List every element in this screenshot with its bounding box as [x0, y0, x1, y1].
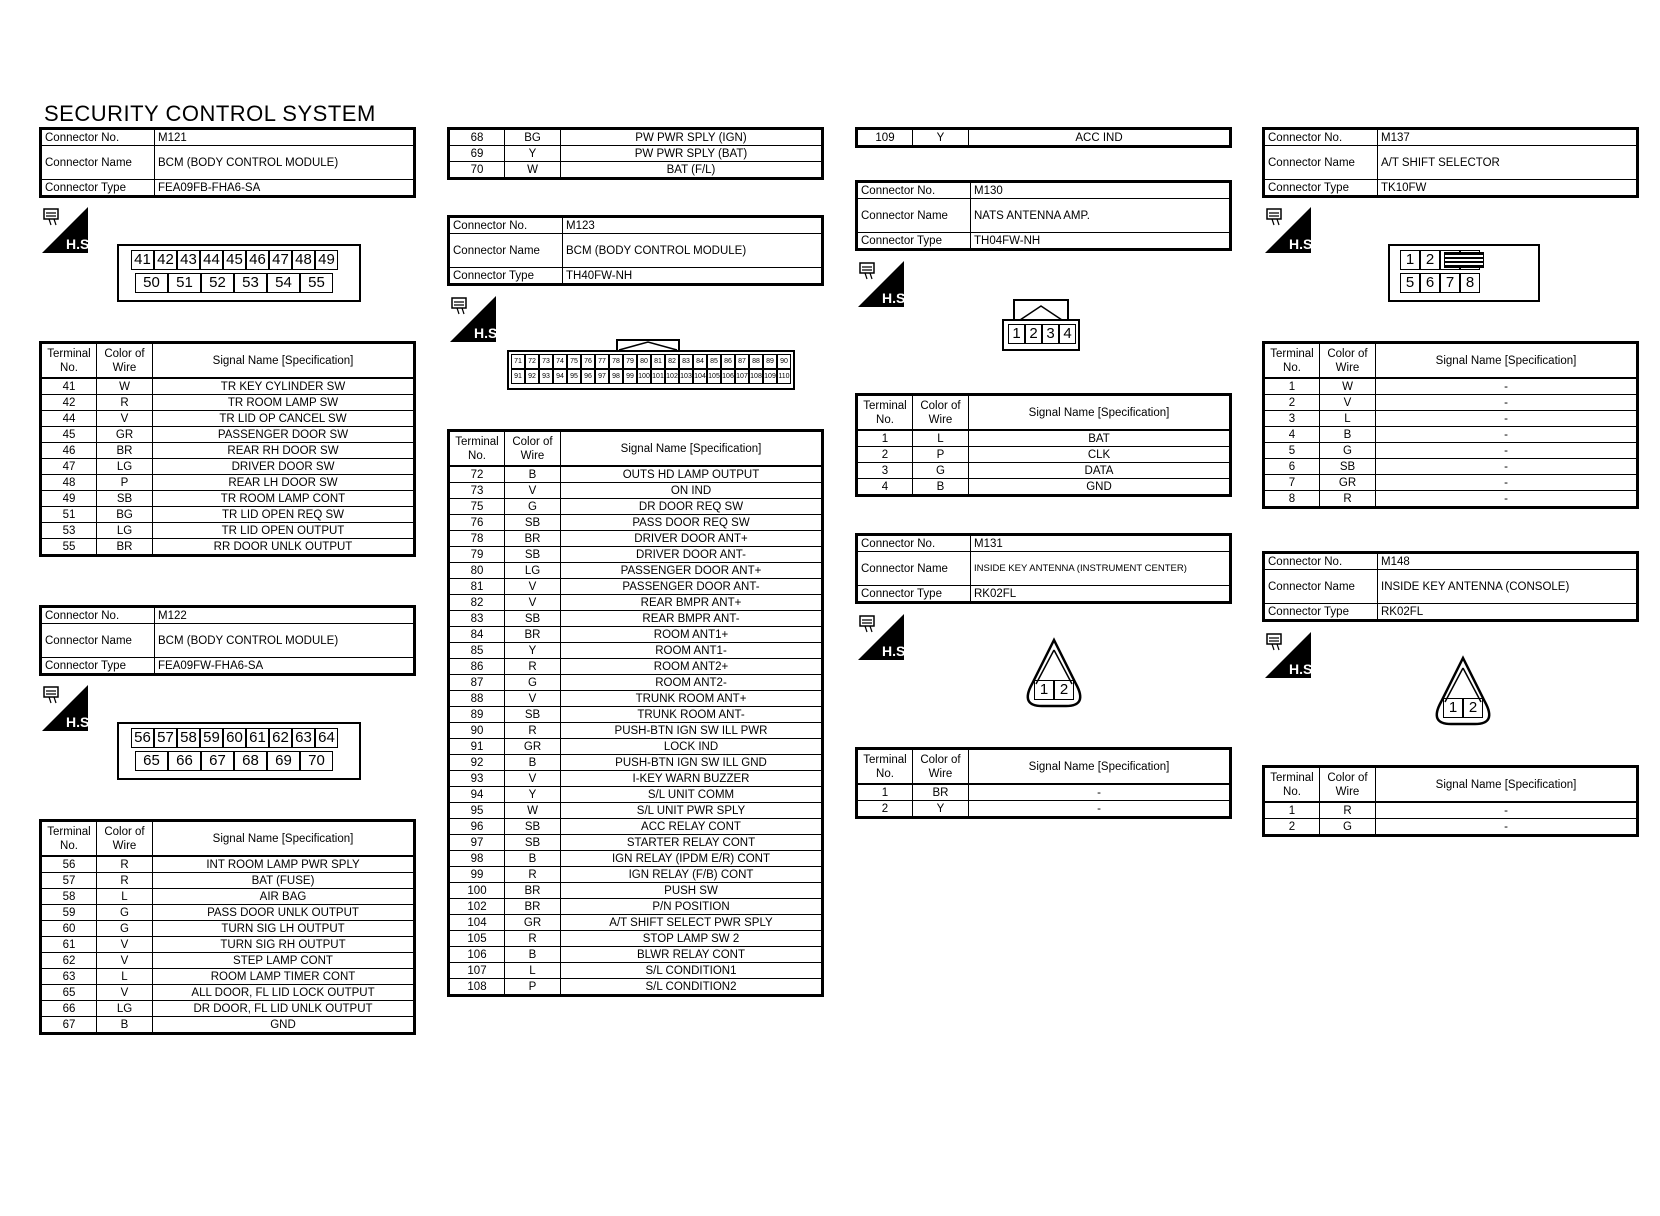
table-row: 76 SB PASS DOOR REQ SW [449, 515, 823, 531]
m137-name: A/T SHIFT SELECTOR [1378, 146, 1638, 180]
pin: 76 [581, 354, 595, 369]
pin: 55 [300, 273, 333, 293]
table-row: 90 R PUSH-BTN IGN SW ILL PWR [449, 723, 823, 739]
table-row: 86 R ROOM ANT2+ [449, 659, 823, 675]
harness-side-icon [1263, 205, 1317, 255]
table-header: Terminal No. Color of Wire Signal Name [Specification] [1264, 343, 1638, 379]
table-row: 89 SB TRUNK ROOM ANT- [449, 707, 823, 723]
pin: 74 [553, 354, 567, 369]
table-row: 8 R - [1264, 491, 1638, 508]
pin: 107 [735, 369, 749, 384]
pin: 86 [721, 354, 735, 369]
table-row: 49 SB TR ROOM LAMP CONT [41, 491, 415, 507]
m131-name: INSIDE KEY ANTENNA (INSTRUMENT CENTER) [971, 552, 1231, 586]
pin: 99 [623, 369, 637, 384]
m137-connector-info: Connector No. M137 Connector Name A/T SHIFT SELECTOR Connector Type TK10FW [1262, 127, 1639, 198]
m148-no: M148 [1378, 553, 1638, 570]
m137-signal-table [1262, 341, 1639, 509]
pin: 47 [269, 250, 292, 270]
table-row: 78 BR DRIVER DOOR ANT+ [449, 531, 823, 547]
pin: 104 [693, 369, 707, 384]
m130-connector-info: Connector No. M130 Connector Name NATS ANTENNA AMP. Connector Type TH04FW-NH [855, 180, 1232, 251]
pin: 110 [777, 369, 791, 384]
svg-text:H.S.: H.S. [66, 236, 94, 252]
table-row: 1 L BAT [857, 430, 1231, 447]
m123-name: BCM (BODY CONTROL MODULE) [563, 234, 823, 268]
m131-no: M131 [971, 535, 1231, 552]
pin: 2 [1463, 698, 1483, 718]
pin: 58 [177, 728, 200, 748]
pin: 68 [234, 751, 267, 771]
svg-text:H.S.: H.S. [474, 325, 502, 341]
pin: 83 [679, 354, 693, 369]
table-row: 1 R - [1264, 802, 1638, 819]
m123-signal-table-continued [855, 127, 1232, 148]
pin: 81 [651, 354, 665, 369]
pin: 49 [315, 250, 338, 270]
pin: 82 [665, 354, 679, 369]
m121-connector-info: Connector No. M121 Connector Name BCM (BODY CONTROL MODULE) Connector Type FEA09FB-FHA6-SA [39, 127, 416, 198]
table-row: 63 L ROOM LAMP TIMER CONT [41, 969, 415, 985]
m131-connector-face [1016, 638, 1092, 710]
table-row: 1 W - [1264, 378, 1638, 395]
table-row: 99 R IGN RELAY (F/B) CONT [449, 867, 823, 883]
pin: 103 [679, 369, 693, 384]
m130-type: TH04FW-NH [971, 233, 1231, 250]
table-row: 91 GR LOCK IND [449, 739, 823, 755]
svg-text:H.S.: H.S. [1289, 661, 1317, 677]
m148-signal-table [1262, 765, 1639, 837]
table-row: 75 G DR DOOR REQ SW [449, 499, 823, 515]
table-row: 83 SB REAR BMPR ANT- [449, 611, 823, 627]
pin: 67 [201, 751, 234, 771]
table-row: 102 BR P/N POSITION [449, 899, 823, 915]
m131-connector-info: Connector No. M131 Connector Name INSIDE KEY ANTENNA (INSTRUMENT CENTER) Connector Type RK02FL [855, 533, 1232, 604]
pin: 43 [177, 250, 200, 270]
pin: 52 [201, 273, 234, 293]
pin: 3 [1042, 324, 1059, 344]
m123-connector-info: Connector No. M123 Connector Name BCM (BODY CONTROL MODULE) Connector Type TH40FW-NH [447, 215, 824, 286]
table-row: 65 V ALL DOOR, FL LID LOCK OUTPUT [41, 985, 415, 1001]
table-row: 108 P S/L CONDITION2 [449, 979, 823, 996]
pin: 77 [595, 354, 609, 369]
pin: 80 [637, 354, 651, 369]
pin: 109 [763, 369, 777, 384]
m121-name: BCM (BODY CONTROL MODULE) [155, 146, 415, 180]
table-row: 6 SB - [1264, 459, 1638, 475]
pin: 105 [707, 369, 721, 384]
pin: 88 [749, 354, 763, 369]
pin: 8 [1460, 273, 1480, 293]
table-row: 61 V TURN SIG RH OUTPUT [41, 937, 415, 953]
pin: 50 [135, 273, 168, 293]
table-row: 106 B BLWR RELAY CONT [449, 947, 823, 963]
table-row: 104 GR A/T SHIFT SELECT PWR SPLY [449, 915, 823, 931]
m131-type: RK02FL [971, 586, 1231, 603]
table-row: 7 GR - [1264, 475, 1638, 491]
table-row: 46 BR REAR RH DOOR SW [41, 443, 415, 459]
pin: 70 [300, 751, 333, 771]
harness-side-icon [40, 683, 94, 733]
table-row: 80 LG PASSENGER DOOR ANT+ [449, 563, 823, 579]
pin: 62 [269, 728, 292, 748]
m130-name: NATS ANTENNA AMP. [971, 199, 1231, 233]
svg-text:H.S.: H.S. [66, 714, 94, 730]
m148-type: RK02FL [1378, 604, 1638, 621]
m137-type: TK10FW [1378, 180, 1638, 197]
table-row: 51 BG TR LID OPEN REQ SW [41, 507, 415, 523]
m137-pins-bottom [1400, 273, 1480, 293]
pin: 97 [595, 369, 609, 384]
m123-connector-face [507, 338, 797, 388]
pin: 69 [267, 751, 300, 771]
pin: 1 [1443, 698, 1463, 718]
pin: 89 [763, 354, 777, 369]
m122-connector-info: Connector No. M122 Connector Name BCM (BODY CONTROL MODULE) Connector Type FEA09FW-FHA6-SA [39, 605, 416, 676]
table-header: Terminal No. Color of Wire Signal Name [Specification] [449, 431, 823, 467]
table-row: 73 V ON IND [449, 483, 823, 499]
m122-pins-top [131, 728, 338, 748]
pin: 101 [651, 369, 665, 384]
pin: 41 [131, 250, 154, 270]
pin: 7 [1440, 273, 1460, 293]
m148-connector-face [1425, 656, 1501, 728]
m130-signal-table [855, 393, 1232, 497]
pin: 48 [292, 250, 315, 270]
m121-no: M121 [155, 129, 415, 146]
pin: 72 [525, 354, 539, 369]
table-row: 97 SB STARTER RELAY CONT [449, 835, 823, 851]
m130-no: M130 [971, 182, 1231, 199]
pin: 63 [292, 728, 315, 748]
pin: 42 [154, 250, 177, 270]
m122-no: M122 [155, 607, 415, 624]
pin: 45 [223, 250, 246, 270]
pin: 6 [1420, 273, 1440, 293]
table-row: 2 Y - [857, 801, 1231, 818]
m123-type: TH40FW-NH [563, 268, 823, 285]
table-row: 3 L - [1264, 411, 1638, 427]
m121-signal-table [39, 341, 416, 557]
harness-side-icon [40, 205, 94, 255]
svg-text:H.S.: H.S. [1289, 236, 1317, 252]
m122-type: FEA09FW-FHA6-SA [155, 658, 415, 675]
table-row: 100 BR PUSH SW [449, 883, 823, 899]
table-row: 82 V REAR BMPR ANT+ [449, 595, 823, 611]
pin: 5 [1400, 273, 1420, 293]
m130-pins [1008, 324, 1076, 344]
table-row: 1 BR - [857, 784, 1231, 801]
pin: 59 [200, 728, 223, 748]
table-row: 79 SB DRIVER DOOR ANT- [449, 547, 823, 563]
m130-connector-face [1002, 296, 1082, 354]
pin: 92 [525, 369, 539, 384]
m122-signal-table-continued [447, 127, 824, 180]
table-row: 2 V - [1264, 395, 1638, 411]
table-row: 85 Y ROOM ANT1- [449, 643, 823, 659]
m122-pins-bottom [135, 751, 333, 771]
m122-signal-table [39, 819, 416, 1035]
table-row: 81 V PASSENGER DOOR ANT- [449, 579, 823, 595]
table-row: 96 SB ACC RELAY CONT [449, 819, 823, 835]
pin: 90 [777, 354, 791, 369]
pin: 87 [735, 354, 749, 369]
m121-type: FEA09FB-FHA6-SA [155, 180, 415, 197]
table-header: Terminal No. Color of Wire Signal Name [Specification] [1264, 767, 1638, 803]
svg-text:H.S.: H.S. [882, 290, 910, 306]
svg-text:H.S.: H.S. [882, 643, 910, 659]
table-row: 88 V TRUNK ROOM ANT+ [449, 691, 823, 707]
table-row: 105 R STOP LAMP SW 2 [449, 931, 823, 947]
pin: 108 [749, 369, 763, 384]
pin: 102 [665, 369, 679, 384]
pin: 1 [1008, 324, 1025, 344]
table-row: 94 Y S/L UNIT COMM [449, 787, 823, 803]
m148-pins [1443, 698, 1483, 718]
m123-pins-top [511, 354, 791, 369]
pin: 2 [1420, 250, 1440, 270]
table-row: 92 B PUSH-BTN IGN SW ILL GND [449, 755, 823, 771]
pin: 54 [267, 273, 300, 293]
table-row: 70 W BAT (F/L) [449, 162, 823, 179]
latch-slot [1444, 252, 1484, 268]
table-row: 58 L AIR BAG [41, 889, 415, 905]
pin: 100 [637, 369, 651, 384]
pin: 75 [567, 354, 581, 369]
table-row: 66 LG DR DOOR, FL LID UNLK OUTPUT [41, 1001, 415, 1017]
page-title: SECURITY CONTROL SYSTEM [44, 101, 376, 126]
pin: 79 [623, 354, 637, 369]
table-row: 107 L S/L CONDITION1 [449, 963, 823, 979]
pin: 66 [168, 751, 201, 771]
m123-pins-bottom [511, 369, 791, 384]
table-row: 45 GR PASSENGER DOOR SW [41, 427, 415, 443]
table-row: 59 G PASS DOOR UNLK OUTPUT [41, 905, 415, 921]
table-row: 62 V STEP LAMP CONT [41, 953, 415, 969]
table-row: 109 Y ACC IND [857, 129, 1231, 147]
m121-pins-top [131, 250, 338, 270]
pin: 46 [246, 250, 269, 270]
pin: 84 [693, 354, 707, 369]
table-row: 93 V I-KEY WARN BUZZER [449, 771, 823, 787]
pin: 53 [234, 273, 267, 293]
pin: 1 [1400, 250, 1420, 270]
harness-side-icon [1263, 630, 1317, 680]
m131-signal-table [855, 747, 1232, 819]
table-row: 47 LG DRIVER DOOR SW [41, 459, 415, 475]
table-row: 42 R TR ROOM LAMP SW [41, 395, 415, 411]
table-row: 68 BG PW PWR SPLY (IGN) [449, 129, 823, 146]
table-header: Terminal No. Color of Wire Signal Name [Specification] [41, 821, 415, 857]
pin: 65 [135, 751, 168, 771]
m137-no: M137 [1378, 129, 1638, 146]
table-row: 2 P CLK [857, 447, 1231, 463]
pin: 94 [553, 369, 567, 384]
pin: 106 [721, 369, 735, 384]
pin: 44 [200, 250, 223, 270]
pin: 1 [1034, 680, 1054, 700]
pin: 96 [581, 369, 595, 384]
m148-connector-info: Connector No. M148 Connector Name INSIDE KEY ANTENNA (CONSOLE) Connector Type RK02FL [1262, 551, 1639, 622]
table-row: 67 B GND [41, 1017, 415, 1034]
table-row: 53 LG TR LID OPEN OUTPUT [41, 523, 415, 539]
m121-pins-bottom [135, 273, 333, 293]
pin: 71 [511, 354, 525, 369]
table-row: 56 R INT ROOM LAMP PWR SPLY [41, 856, 415, 873]
pin: 95 [567, 369, 581, 384]
pin: 85 [707, 354, 721, 369]
pin: 93 [539, 369, 553, 384]
table-row: 87 G ROOM ANT2- [449, 675, 823, 691]
m123-no: M123 [563, 217, 823, 234]
table-row: 95 W S/L UNIT PWR SPLY [449, 803, 823, 819]
pin: 2 [1025, 324, 1042, 344]
pin: 57 [154, 728, 177, 748]
table-row: 41 W TR KEY CYLINDER SW [41, 378, 415, 395]
table-row: 4 B - [1264, 427, 1638, 443]
pin: 73 [539, 354, 553, 369]
pin: 51 [168, 273, 201, 293]
pin: 2 [1054, 680, 1074, 700]
table-row: 5 G - [1264, 443, 1638, 459]
m131-pins [1034, 680, 1074, 700]
pin: 56 [131, 728, 154, 748]
table-row: 72 B OUTS HD LAMP OUTPUT [449, 466, 823, 483]
m122-name: BCM (BODY CONTROL MODULE) [155, 624, 415, 658]
pin: 61 [246, 728, 269, 748]
table-row: 3 G DATA [857, 463, 1231, 479]
table-header: Terminal No. Color of Wire Signal Name [Specification] [41, 343, 415, 379]
table-row: 57 R BAT (FUSE) [41, 873, 415, 889]
table-row: 60 G TURN SIG LH OUTPUT [41, 921, 415, 937]
pin: 4 [1059, 324, 1076, 344]
m123-signal-table [447, 429, 824, 997]
table-row: 55 BR RR DOOR UNLK OUTPUT [41, 539, 415, 556]
pin: 60 [223, 728, 246, 748]
table-row: 2 G - [1264, 819, 1638, 836]
table-row: 98 B IGN RELAY (IPDM E/R) CONT [449, 851, 823, 867]
pin: 98 [609, 369, 623, 384]
harness-side-icon [448, 294, 502, 344]
m148-name: INSIDE KEY ANTENNA (CONSOLE) [1378, 570, 1638, 604]
table-row: 4 B GND [857, 479, 1231, 496]
harness-side-icon [856, 259, 910, 309]
table-row: 44 V TR LID OP CANCEL SW [41, 411, 415, 427]
table-header: Terminal No. Color of Wire Signal Name [Specification] [857, 395, 1231, 431]
table-header: Terminal No. Color of Wire Signal Name [Specification] [857, 749, 1231, 785]
table-row: 48 P REAR LH DOOR SW [41, 475, 415, 491]
table-row: 69 Y PW PWR SPLY (BAT) [449, 146, 823, 162]
pin: 91 [511, 369, 525, 384]
pin: 78 [609, 354, 623, 369]
pin: 64 [315, 728, 338, 748]
table-row: 84 BR ROOM ANT1+ [449, 627, 823, 643]
harness-side-icon [856, 612, 910, 662]
